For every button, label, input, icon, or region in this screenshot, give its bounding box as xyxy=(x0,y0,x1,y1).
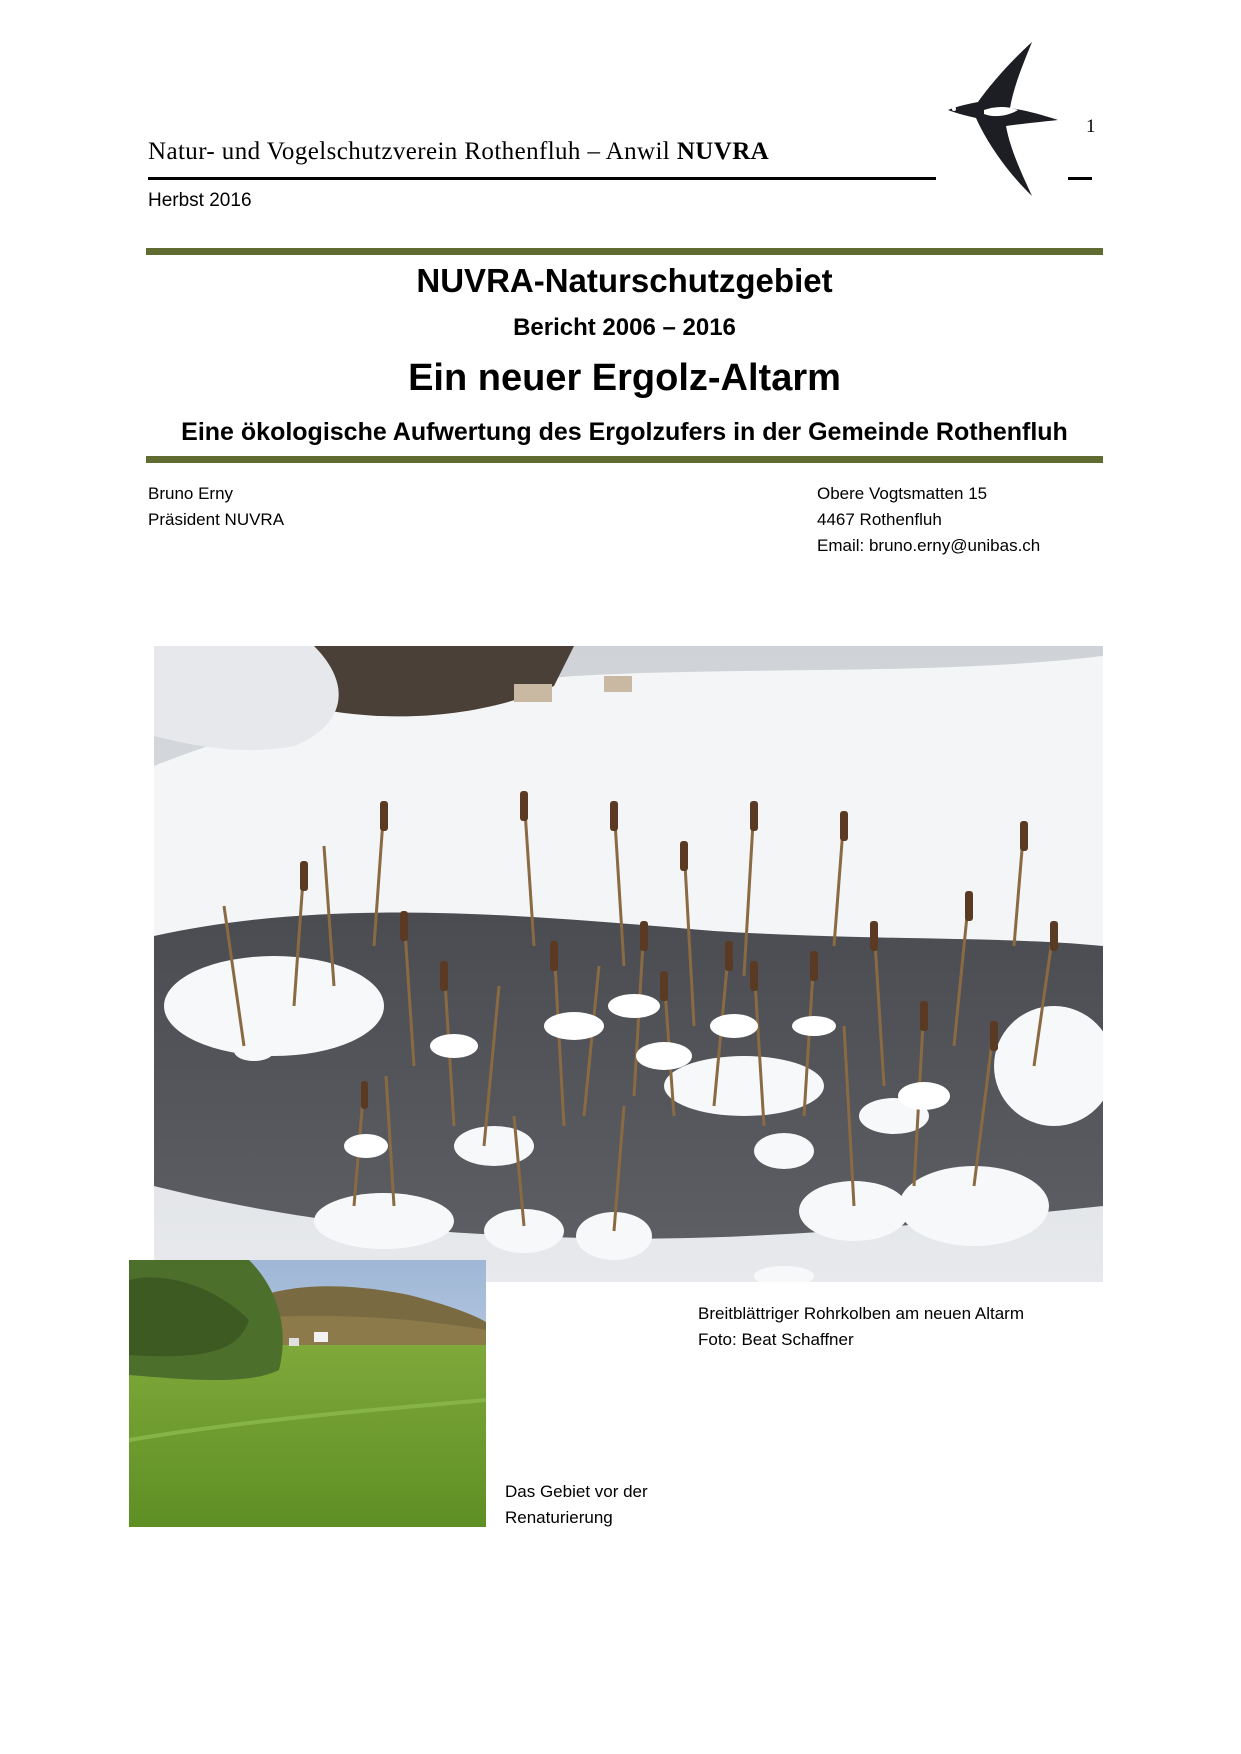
main-title: NUVRA-Naturschutzgebiet xyxy=(416,262,833,299)
before-photo-caption xyxy=(505,1479,648,1531)
header-rule xyxy=(148,177,936,180)
top-band xyxy=(146,248,1103,255)
bottom-band xyxy=(146,456,1103,463)
author-block xyxy=(148,481,284,533)
org-abbr: NUVRA xyxy=(676,138,770,165)
subtitle: Eine ökologische Aufwertung des Ergolzufers in der Gemeinde Rothenfluh xyxy=(181,418,1068,446)
before-photo xyxy=(129,1260,486,1527)
address-city: 4467 Rothenfluh xyxy=(817,510,942,529)
main-caption-text: Breitblättriger Rohrkolben am neuen Altarm xyxy=(698,1304,1024,1323)
org-name: Natur- und Vogelschutzverein Rothenfluh – Anwil xyxy=(148,138,671,165)
main-photo xyxy=(154,646,1103,1282)
main-caption-credit: Foto: Beat Schaffner xyxy=(698,1330,854,1349)
header-title xyxy=(148,138,769,166)
author-name: Bruno Erny xyxy=(148,484,234,503)
main-photo-caption xyxy=(698,1301,1024,1353)
before-caption-line1: Das Gebiet vor der xyxy=(505,1482,648,1501)
author-role: Präsident NUVRA xyxy=(148,510,285,529)
before-caption-line2: Renaturierung xyxy=(505,1508,613,1527)
header-rule-short xyxy=(1068,177,1092,180)
address-block xyxy=(817,481,1040,559)
page-number: 1 xyxy=(1086,116,1096,137)
address-street: Obere Vogtsmatten 15 xyxy=(817,484,988,503)
headline: Ein neuer Ergolz-Altarm xyxy=(408,357,841,399)
swallow-logo-icon xyxy=(940,40,1060,200)
season: Herbst 2016 xyxy=(148,190,252,211)
address-email: Email: bruno.erny@unibas.ch xyxy=(817,536,1041,555)
report-period: Bericht 2006 – 2016 xyxy=(513,314,736,341)
